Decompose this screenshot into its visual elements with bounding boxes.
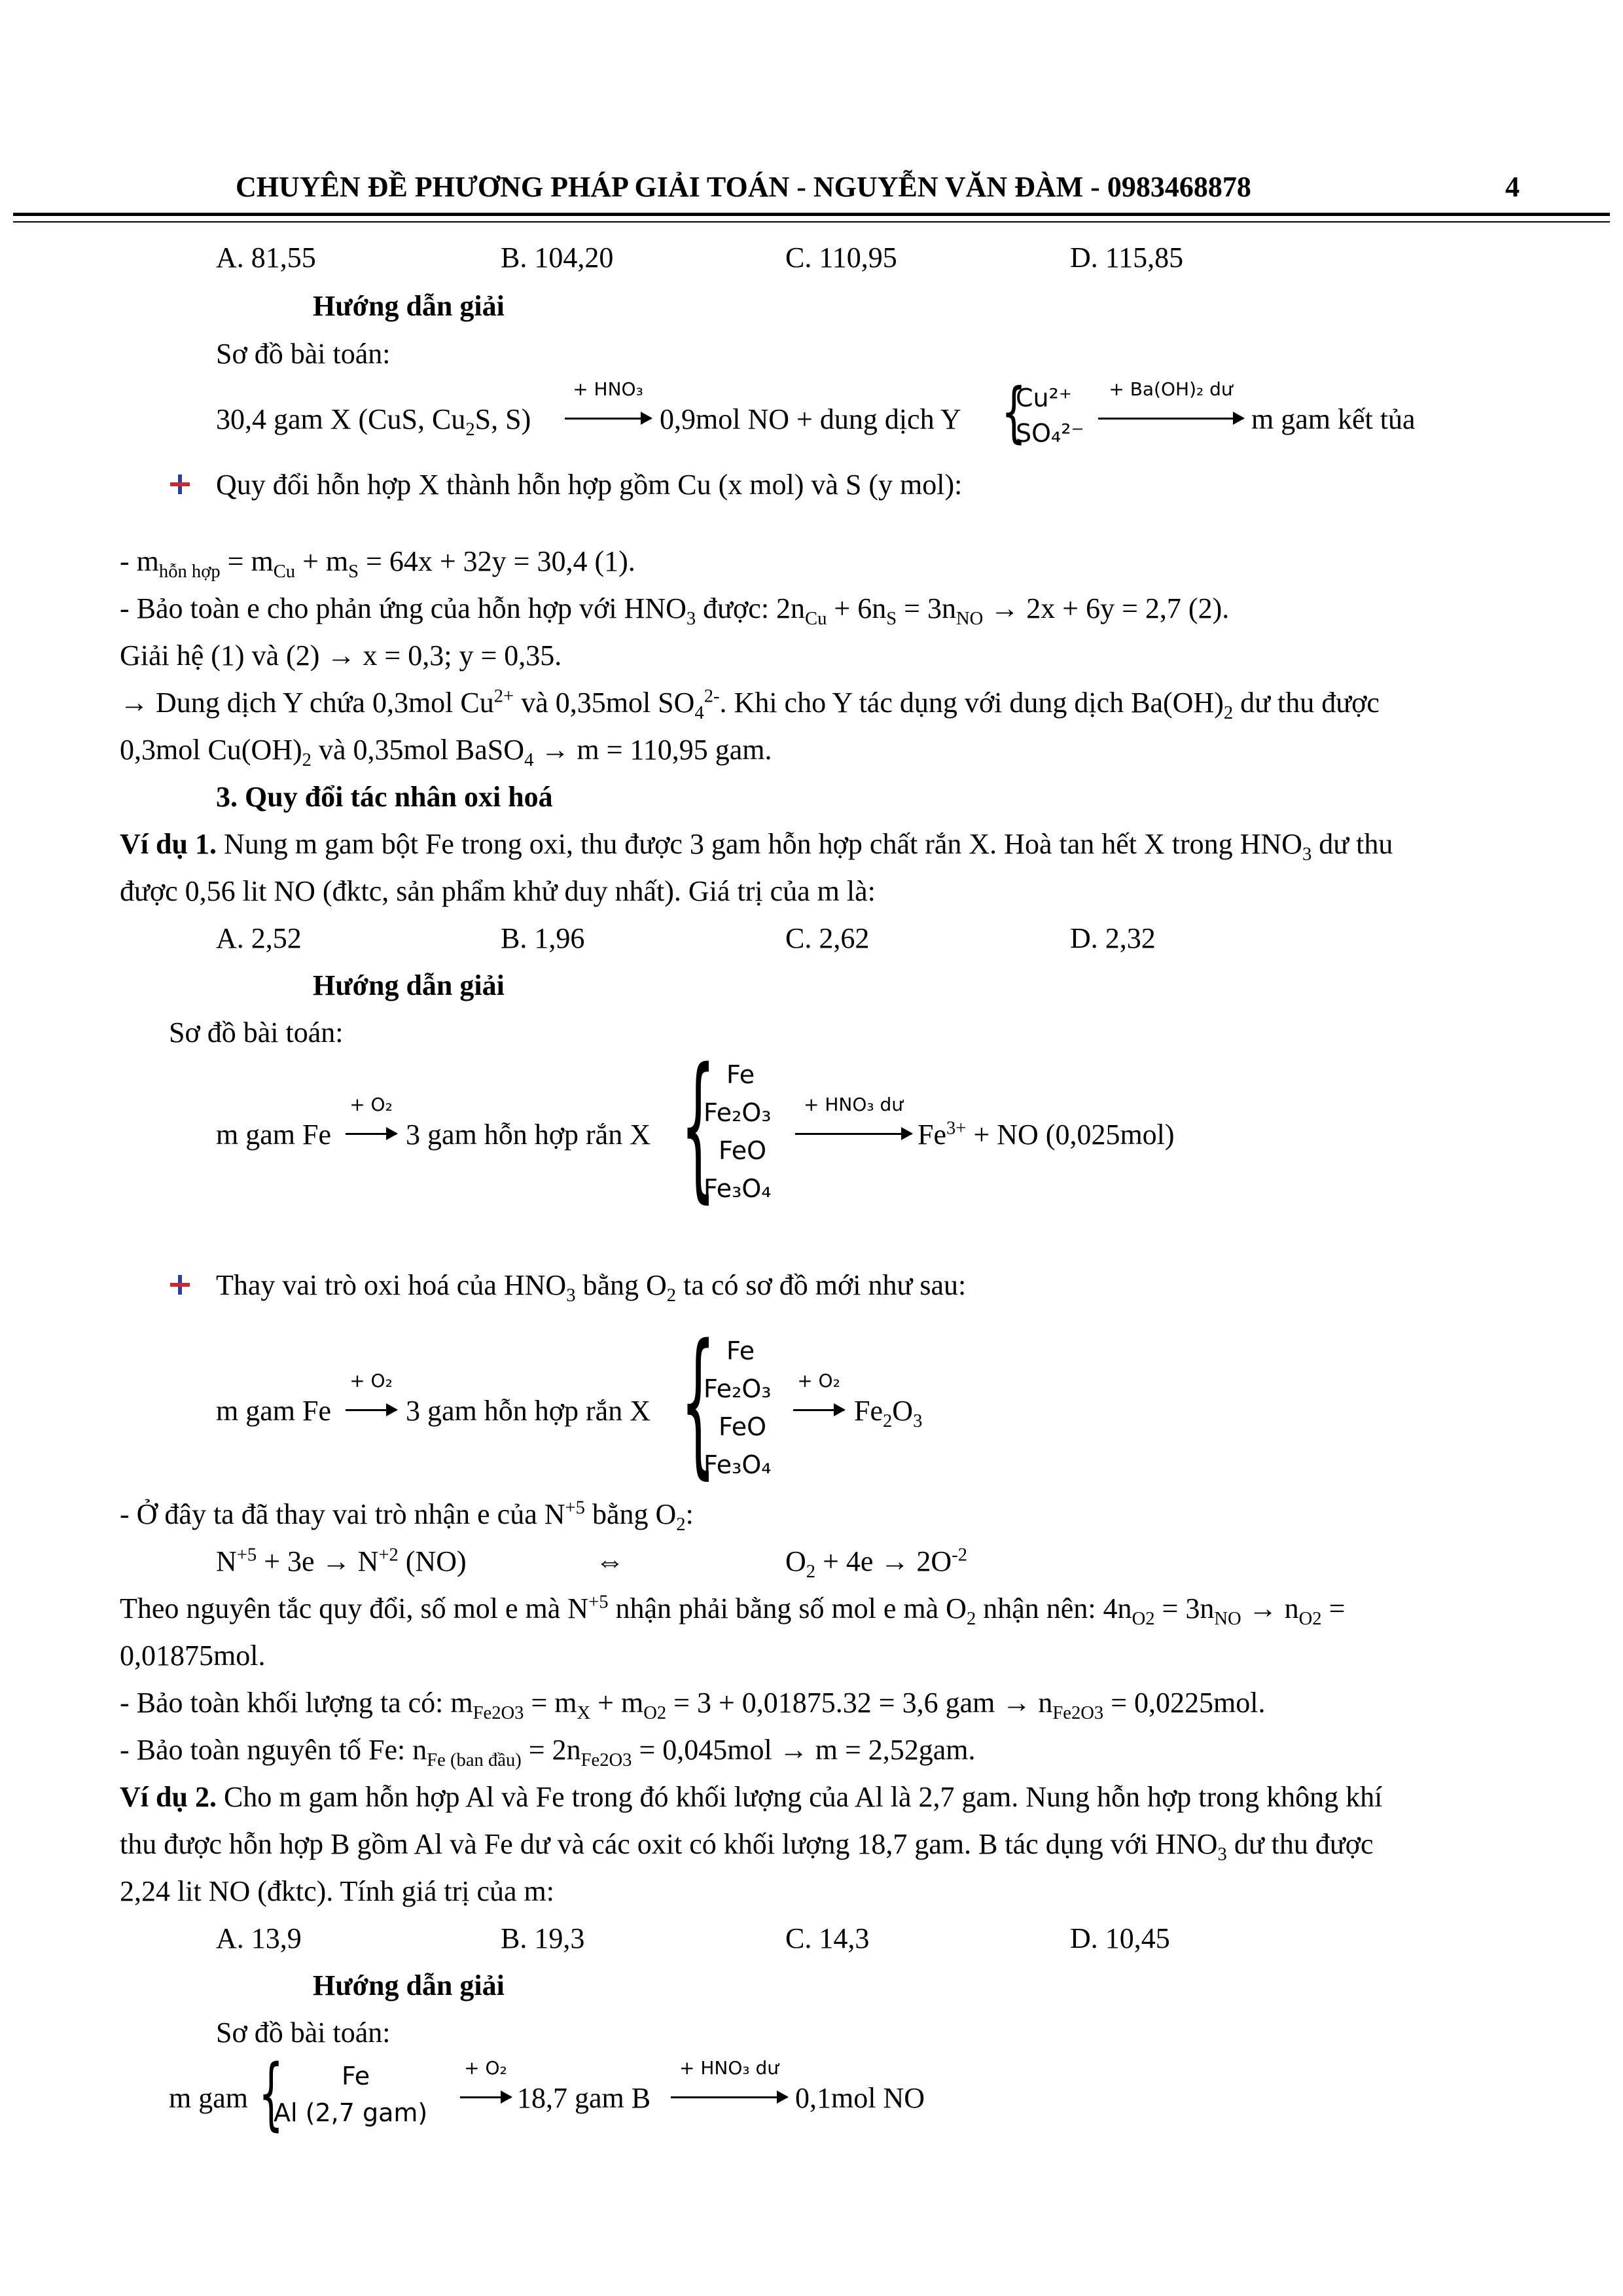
- text-line-6: - Ở đây ta đã thay vai trò nhận e của $N^{+5}$ bằng $O_2$:: [120, 1498, 694, 1535]
- scheme3-lhs: m gam Fe: [216, 1395, 331, 1427]
- scheme1-ion-cu: Cu²⁺: [1016, 384, 1072, 412]
- scheme2-rhs: $Fe^{3+}$ + NO (0,025mol): [918, 1118, 1175, 1151]
- arrow-label: + O₂: [464, 2057, 507, 2079]
- scheme4-lhs: m gam: [169, 2082, 248, 2114]
- arrow-label: + Ba(OH)₂ dư: [1109, 378, 1233, 400]
- scheme1-ion-so4: SO₄²⁻: [1016, 419, 1084, 448]
- option-b: B. 104,20: [501, 242, 614, 274]
- equation-equivalent: ⇔: [596, 1545, 624, 1577]
- scheme-label-ex1: Sơ đồ bài toán:: [169, 1016, 344, 1049]
- text-line-2: - Bảo toàn e cho phản ứng của hỗn hợp với $HNO_3$ được: $2n_{Cu} + 6n_S = 3n_{NO} \to 2x + 6y = 2,7$ (2).: [120, 592, 1230, 629]
- solution-heading-ex2: Hướng dẫn giải: [313, 1969, 505, 2001]
- text-line-3: Giải hệ (1) và (2) → x = 0,3; y = 0,35.: [120, 639, 562, 672]
- arrow-label: + O₂: [349, 1370, 393, 1391]
- text-line-7: Theo nguyên tắc quy đổi, số mol e mà $N^{+5}$ nhận phải bằng số mol e mà $O_2$ nhận nên: $4n_{O2} = 3n_{NO} \to n_{O2}$ =: [120, 1592, 1346, 1629]
- arrow-label: + O₂: [349, 1094, 393, 1115]
- bullet-icon: [170, 1275, 190, 1295]
- ex1-option-b: B. 1,96: [501, 922, 585, 954]
- scheme3-arrow-o2-2: [793, 1370, 844, 1394]
- scheme4-item-fe: Fe: [342, 2062, 370, 2090]
- brace-icon: {: [681, 1034, 716, 1217]
- arrow-label: + O₂: [797, 1370, 840, 1391]
- option-a: A. 81,55: [216, 242, 316, 274]
- scheme2-item-feo: FeO: [719, 1136, 767, 1165]
- ex2-option-b: B. 19,3: [501, 1922, 585, 1954]
- header-rule-thick: [13, 213, 1610, 216]
- ex2-option-a: A. 13,9: [216, 1922, 302, 1954]
- scheme2-arrow-hno3: [795, 1094, 912, 1118]
- scheme2-lhs: m gam Fe: [216, 1119, 331, 1151]
- header-rule-thin: [13, 221, 1610, 223]
- scheme3-item-fe: Fe: [726, 1336, 755, 1365]
- scheme2-item-fe2o3: Fe₂O₃: [704, 1098, 772, 1127]
- scheme4-mid: 18,7 gam B: [517, 2082, 651, 2114]
- brace-icon: {: [681, 1310, 716, 1494]
- equation-right: $O_2 + 4e \to 2O^{-2}$: [785, 1545, 968, 1582]
- equation-left: $N^{+5} + 3e \to N^{+2}$ (NO): [216, 1545, 467, 1577]
- scheme3-rhs: $Fe_2O_3$: [854, 1395, 923, 1431]
- ex2-option-c: C. 14,3: [785, 1922, 870, 1954]
- scheme4-rhs: 0,1mol NO: [795, 2082, 925, 2114]
- option-d: D. 115,85: [1070, 242, 1184, 274]
- example2-text-2: thu được hỗn hợp B gồm Al và Fe dư và các oxit có khối lượng 18,7 gam. B tác dụng với $HNO_3$ dư thu được: [120, 1828, 1374, 1865]
- solution-heading-ex1: Hướng dẫn giải: [313, 969, 505, 1001]
- section-heading: 3. Quy đổi tác nhân oxi hoá: [216, 781, 553, 813]
- scheme4-arrow-hno3: [671, 2057, 787, 2081]
- arrow-label: + HNO₃: [573, 378, 643, 400]
- scheme-label-ex2: Sơ đồ bài toán:: [216, 2017, 391, 2049]
- scheme2-arrow-o2: [346, 1094, 397, 1118]
- scheme3-item-fe2o3: Fe₂O₃: [704, 1374, 772, 1403]
- example2-text-1: Ví dụ 2. Cho m gam hỗn hợp Al và Fe trong đó khối lượng của Al là 2,7 gam. Nung hỗn hợp trong không khí: [120, 1781, 1383, 1813]
- text-line-10: - Bảo toàn nguyên tố Fe: $n_{Fe (ban đầu)} = 2n_{Fe2O3} = 0,045mol \to m = 2,52gam$.: [120, 1734, 976, 1770]
- page-number: 4: [1505, 171, 1520, 203]
- ex1-option-c: C. 2,62: [785, 922, 870, 954]
- example2-text-3: 2,24 lit NO (đktc). Tính giá trị của m:: [120, 1875, 554, 1907]
- brace-icon: {: [259, 2049, 284, 2140]
- scheme3-mid: 3 gam hỗn hợp rắn X: [406, 1395, 651, 1427]
- arrow-label: + HNO₃ dư: [803, 1094, 904, 1115]
- text-line-5: 0,3mol $Cu(OH)_2$ và 0,35mol BaSO$_4$ → m = 110,95 gam.: [120, 734, 772, 770]
- bullet2-text: Thay vai trò oxi hoá của $HNO_3$ bằng $O_2$ ta có sơ đồ mới như sau:: [216, 1269, 967, 1306]
- scheme2-item-fe: Fe: [726, 1060, 755, 1089]
- scheme1-arrow-hno3: [565, 378, 651, 403]
- scheme1-mid: 0,9mol NO + dung dịch Y: [660, 403, 961, 435]
- ex2-option-d: D. 10,45: [1070, 1922, 1170, 1954]
- ex1-option-a: A. 2,52: [216, 922, 302, 954]
- ex1-option-d: D. 2,32: [1070, 922, 1156, 954]
- text-line-8: 0,01875mol.: [120, 1640, 266, 1672]
- brace-icon: {: [1001, 374, 1027, 450]
- scheme3-item-feo: FeO: [719, 1412, 767, 1441]
- scheme4-arrow-o2: [460, 2057, 511, 2081]
- solution-heading: Hướng dẫn giải: [313, 290, 505, 322]
- page-header-title: CHUYÊN ĐỀ PHƯƠNG PHÁP GIẢI TOÁN - NGUYỄN VĂN ĐÀM - 0983468878: [236, 171, 1251, 203]
- scheme3-item-fe3o4: Fe₃O₄: [704, 1450, 772, 1479]
- text-line-1: - $m_{hỗn hợp} = m_{Cu} + m_S = 64x + 32y = 30,4$ (1).: [120, 545, 635, 582]
- scheme1-arrow-baoh2: [1098, 378, 1243, 403]
- bullet1-text: Quy đổi hỗn hợp X thành hỗn hợp gồm Cu (x mol) và S (y mol):: [216, 469, 963, 501]
- arrow-label: + HNO₃ dư: [679, 2057, 779, 2079]
- scheme1-lhs: 30,4 gam X (CuS, $Cu_2S$, S): [216, 403, 531, 440]
- scheme2-mid: 3 gam hỗn hợp rắn X: [406, 1119, 651, 1151]
- scheme3-arrow-o2: [346, 1370, 397, 1394]
- text-line-4: → Dung dịch Y chứa 0,3mol $Cu^{2+}$ và 0,35mol $SO_4^{2-}$. Khi cho Y tác dụng với dung dịch $Ba(OH)_2$ dư thu được: [120, 686, 1380, 723]
- example1-text-2: được 0,56 lit NO (đktc, sản phẩm khử duy nhất). Giá trị của m là:: [120, 875, 876, 907]
- scheme4-item-al: Al (2,7 gam): [274, 2098, 428, 2127]
- example1-text-1: Ví dụ 1. Nung m gam bột Fe trong oxi, thu được 3 gam hỗn hợp chất rắn X. Hoà tan hết X trong $HNO_3$ dư thu: [120, 828, 1393, 865]
- scheme-label: Sơ đồ bài toán:: [216, 338, 391, 370]
- option-c: C. 110,95: [785, 242, 897, 274]
- text-line-9: - Bảo toàn khối lượng ta có: $m_{Fe2O3} = m_X + m_{O2} = 3 + 0,01875.32 = 3,6$ gam → $n_{Fe2O3} = 0,0225mol$.: [120, 1687, 1266, 1723]
- bullet-icon: [170, 475, 190, 494]
- scheme1-rhs: m gam kết tủa: [1251, 403, 1416, 435]
- scheme2-item-fe3o4: Fe₃O₄: [704, 1174, 772, 1203]
